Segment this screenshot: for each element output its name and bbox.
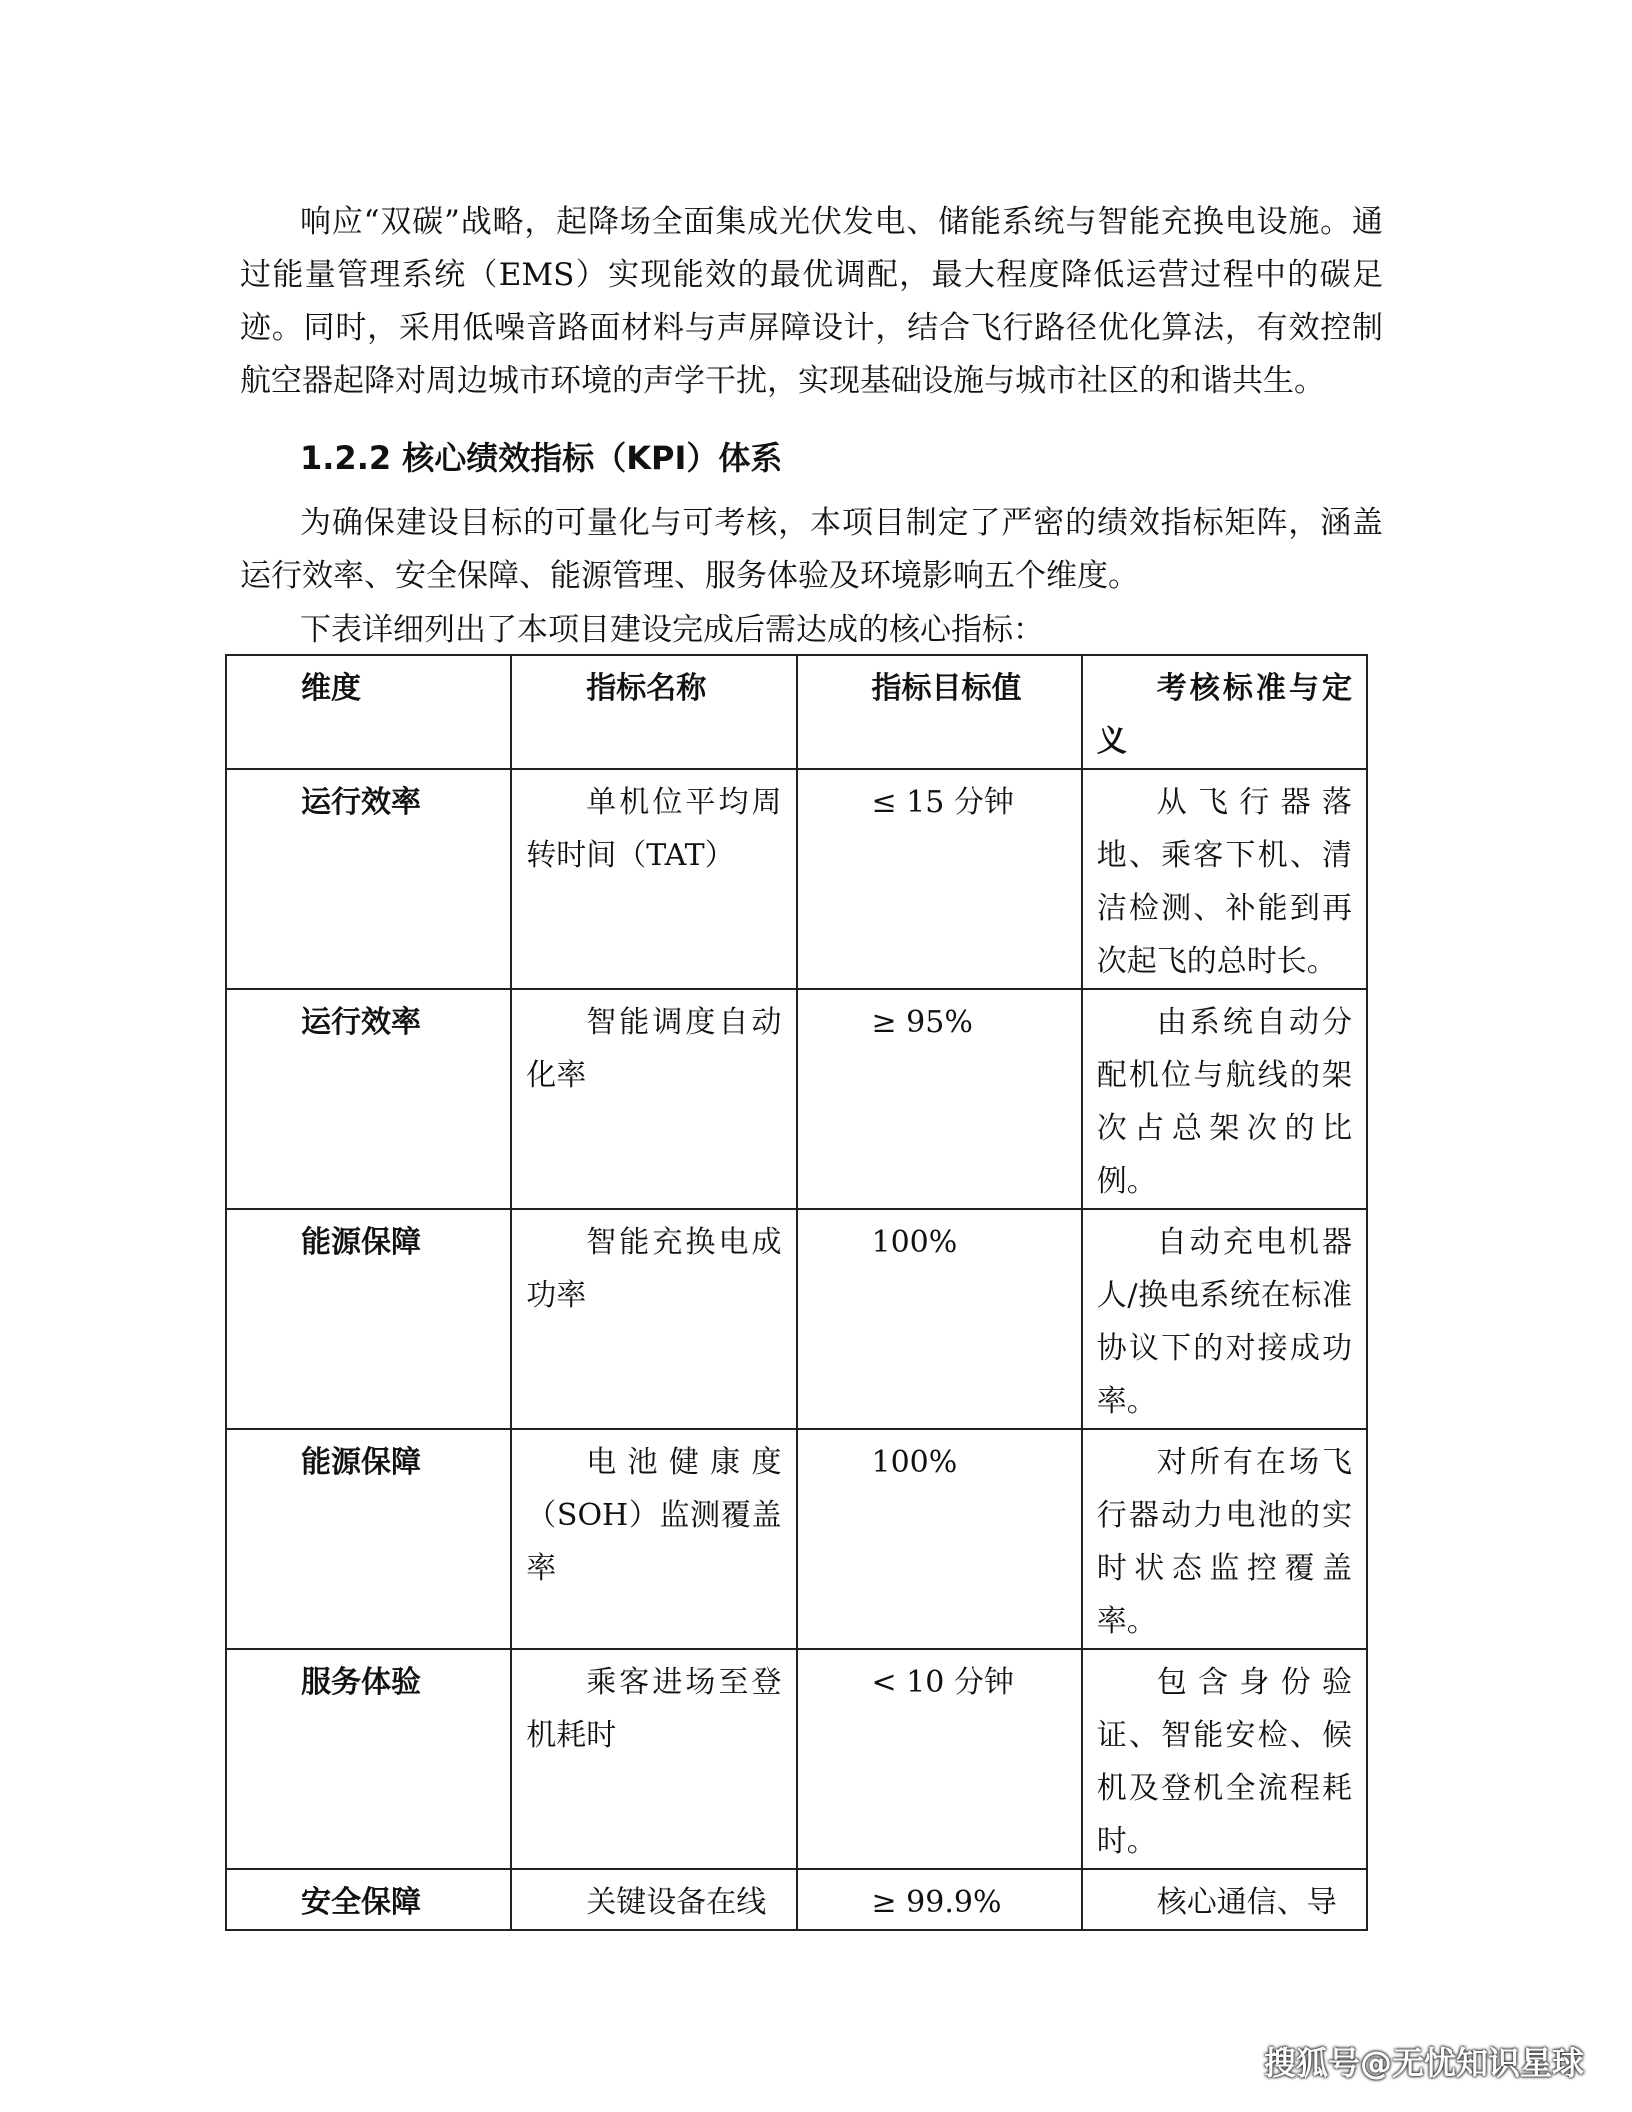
table-header-row — [226, 655, 1367, 769]
table-row — [226, 1869, 1367, 1930]
paragraph-table-intro: 下表详细列出了本项目建设完成后需达成的核心指标： — [300, 612, 1044, 648]
cell-target: ≤ 15 分钟 — [797, 769, 1082, 989]
cell-dimension: 运行效率 — [226, 989, 511, 1209]
cell-target: 100% — [797, 1209, 1082, 1429]
cell-target: < 10 分钟 — [797, 1649, 1082, 1869]
header-cell-dimension: 维度 — [226, 655, 511, 769]
header-cell-target: 指标目标值 — [797, 655, 1082, 769]
cell-target: ≥ 95% — [797, 989, 1082, 1209]
watermark: 搜狐号@无忧知识星球 — [1263, 2044, 1584, 2082]
cell-indicator: 智能充换电成功率 — [511, 1209, 796, 1429]
cell-criteria: 从飞行器落地、乘客下机、清洁检测、补能到再次起飞的总时长。 — [1082, 769, 1367, 989]
cell-indicator: 电池健康度（SOH）监测覆盖率 — [511, 1429, 796, 1649]
cell-criteria: 由系统自动分配机位与航线的架次占总架次的比例。 — [1082, 989, 1367, 1209]
section-heading: 1.2.2 核心绩效指标（KPI）体系 — [300, 439, 783, 477]
cell-dimension: 能源保障 — [226, 1209, 511, 1429]
header-cell-criteria: 考核标准与定义 — [1082, 655, 1367, 769]
cell-indicator: 智能调度自动化率 — [511, 989, 796, 1209]
cell-criteria: 核心通信、导 — [1082, 1869, 1367, 1930]
cell-dimension: 服务体验 — [226, 1649, 511, 1869]
cell-criteria: 对所有在场飞行器动力电池的实时状态监控覆盖率。 — [1082, 1429, 1367, 1649]
kpi-table — [225, 654, 1368, 1931]
table-row — [226, 769, 1367, 989]
cell-criteria: 包含身份验证、智能安检、候机及登机全流程耗时。 — [1082, 1649, 1367, 1869]
header-cell-indicator: 指标名称 — [511, 655, 796, 769]
cell-target: 100% — [797, 1429, 1082, 1649]
cell-dimension: 安全保障 — [226, 1869, 511, 1930]
cell-dimension: 能源保障 — [226, 1429, 511, 1649]
cell-dimension: 运行效率 — [226, 769, 511, 989]
table-row — [226, 1209, 1367, 1429]
cell-criteria: 自动充电机器人/换电系统在标准协议下的对接成功率。 — [1082, 1209, 1367, 1429]
paragraph-dual-carbon: 响应“双碳”战略，起降场全面集成光伏发电、储能系统与智能充换电设施。通过能量管理系统（EMS）实现能效的最优调配，最大程度降低运营过程中的碳足迹。同时，采用低噪音路面材料与声屏障设计，结合飞行路径优化算法，有效控制航空器起降对周边城市环境的声学干扰，实现基础设施与城市社区的和谐共生。 — [240, 204, 1383, 399]
paragraph-kpi-intro: 为确保建设目标的可量化与可考核，本项目制定了严密的绩效指标矩阵，涵盖运行效率、安全保障、能源管理、服务体验及环境影响五个维度。 — [240, 505, 1383, 594]
cell-target: ≥ 99.9% — [797, 1869, 1082, 1930]
cell-indicator: 乘客进场至登机耗时 — [511, 1649, 796, 1869]
cell-indicator: 关键设备在线 — [511, 1869, 796, 1930]
cell-indicator: 单机位平均周转时间（TAT） — [511, 769, 796, 989]
table-row — [226, 1649, 1367, 1869]
table-row — [226, 1429, 1367, 1649]
table-row — [226, 989, 1367, 1209]
